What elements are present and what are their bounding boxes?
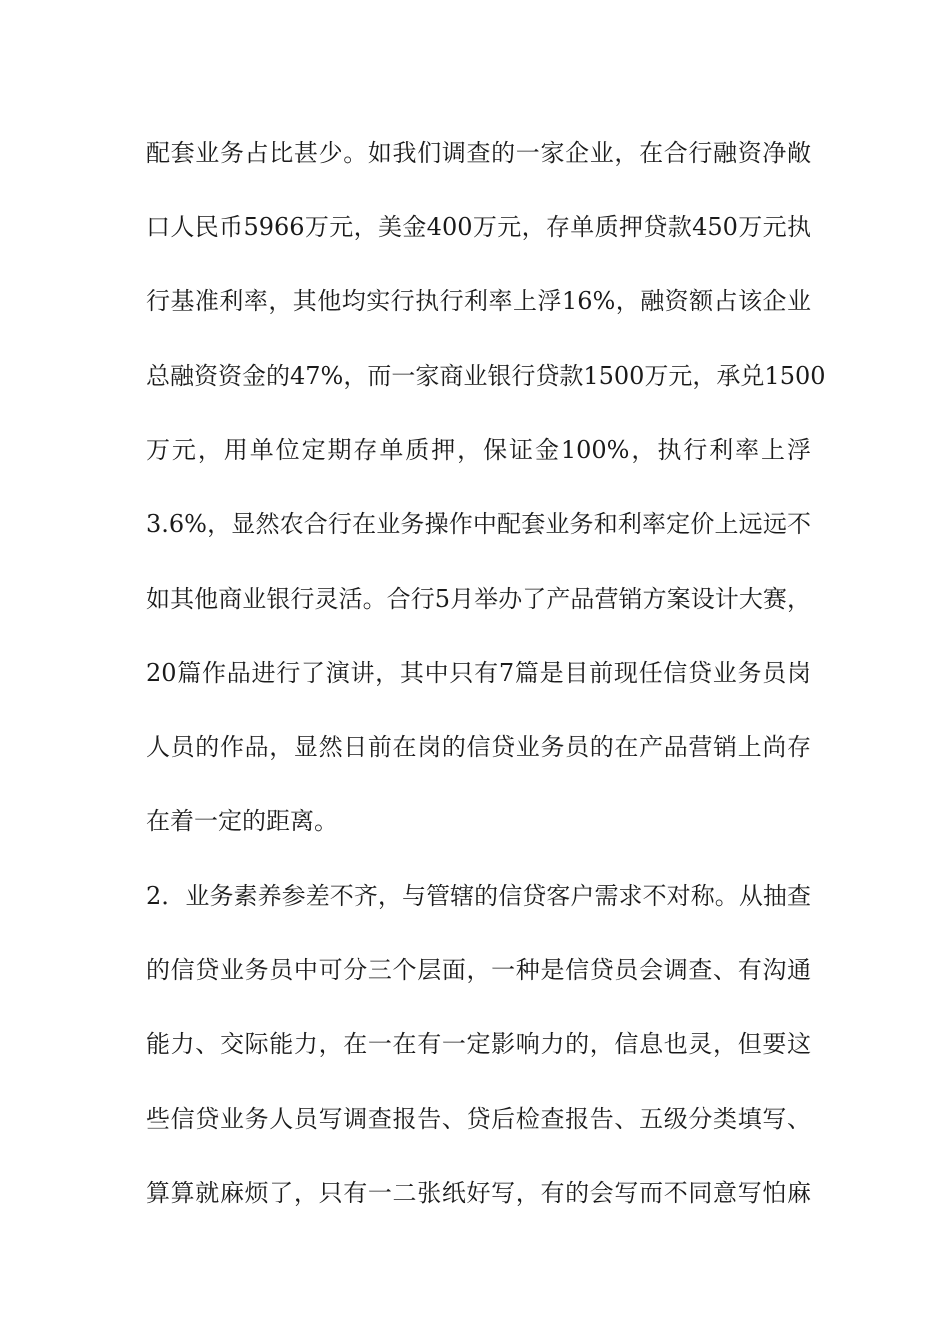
text-line: 万元，用单位定期存单质押，保证金100%，执行利率上浮 [146,436,811,464]
text-line: 配套业务占比甚少。如我们调查的一家企业，在合行融资净敞 [146,139,811,167]
text-line: 的信贷业务员中可分三个层面，一种是信贷员会调查、有沟通 [146,956,811,984]
text-line: 算算就麻烦了，只有一二张纸好写，有的会写而不同意写怕麻 [146,1179,811,1207]
text-line: 口人民币5966万元，美金400万元，存单质押贷款450万元执 [146,213,811,241]
text-line: 20篇作品进行了演讲，其中只有7篇是目前现任信贷业务员岗 [146,659,811,687]
text-line: 人员的作品，显然日前在岗的信贷业务员的在产品营销上尚存 [146,733,811,761]
text-line: 如其他商业银行灵活。合行5月举办了产品营销方案设计大赛， [146,585,811,613]
text-line: 2．业务素养参差不齐，与管辖的信贷客户需求不对称。从抽查 [146,882,811,910]
text-line: 些信贷业务人员写调查报告、贷后检查报告、五级分类填写、 [146,1105,811,1133]
text-line: 3.6%，显然农合行在业务操作中配套业务和利率定价上远远不 [146,510,811,538]
text-line: 行基准利率，其他均实行执行利率上浮16%，融资额占该企业 [146,287,811,315]
text-line: 在着一定的距离。 [146,807,338,835]
text-line: 总融资资金的47%，而一家商业银行贷款1500万元，承兑1500 [146,362,826,390]
text-line: 能力、交际能力，在一在有一定影响力的，信息也灵，但要这 [146,1030,811,1058]
